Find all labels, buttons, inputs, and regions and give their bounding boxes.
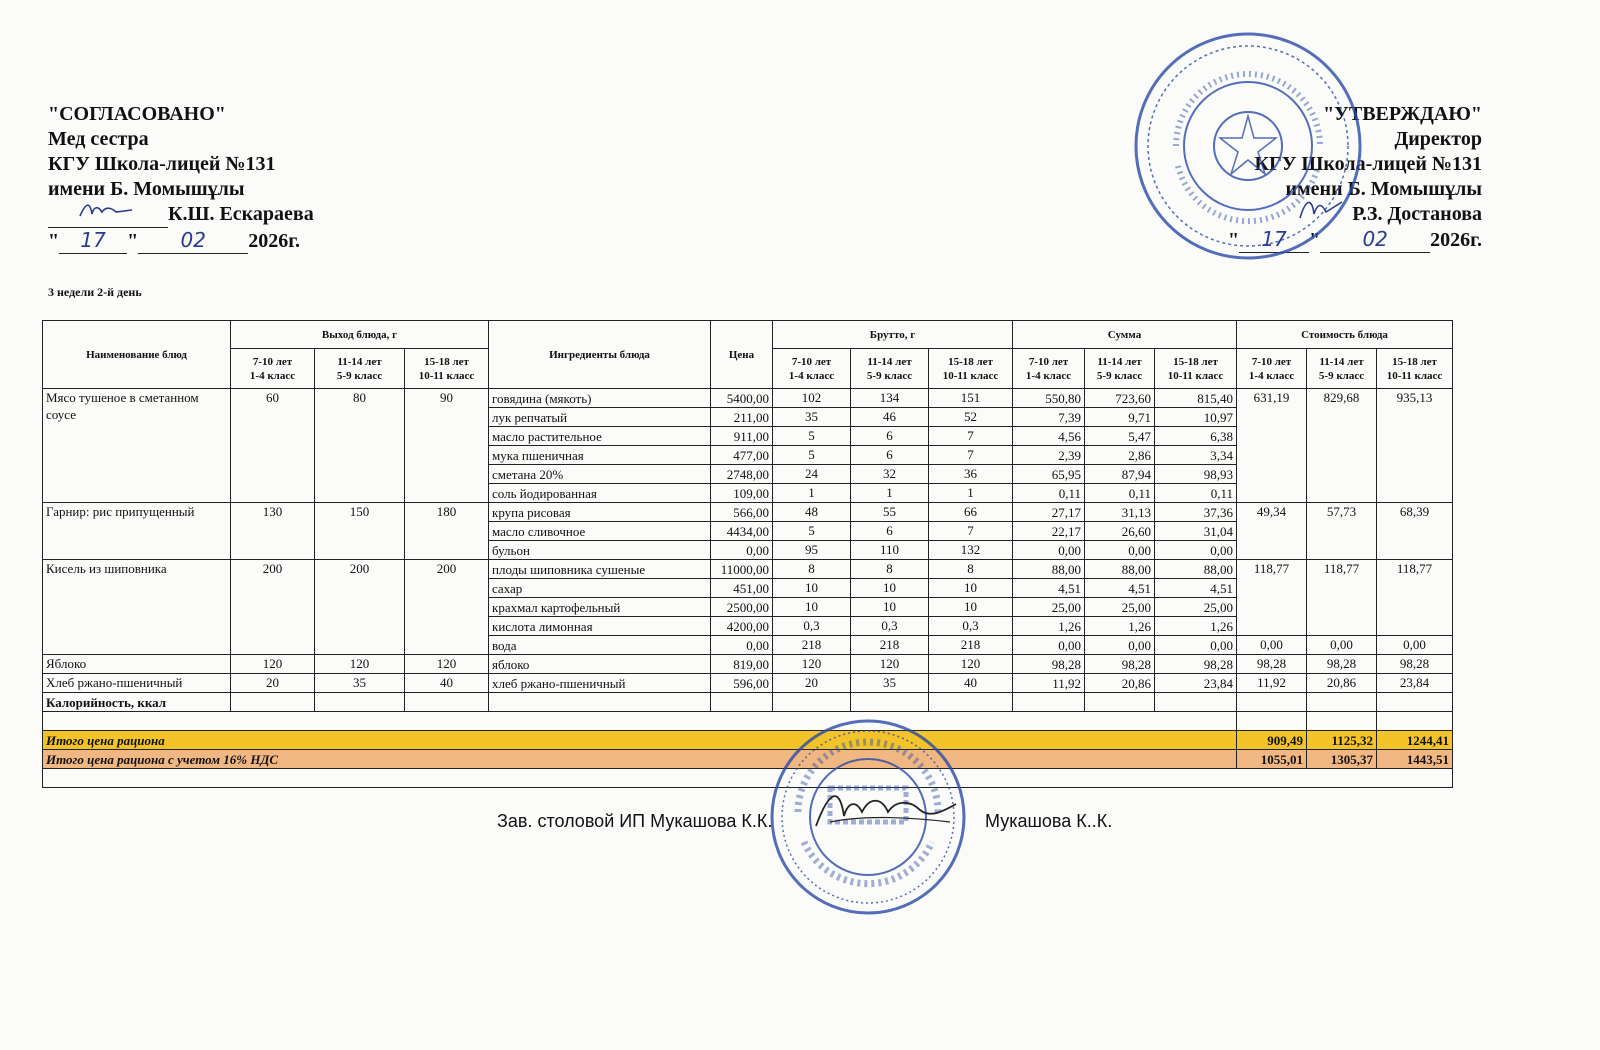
header-price: Цена	[711, 321, 773, 389]
header-output-age-2: 11-14 лет 5-9 класс	[315, 349, 405, 389]
header-output-age-1: 7-10 лет 1-4 класс	[231, 349, 315, 389]
header-brutto-age-2: 11-14 лет 5-9 класс	[851, 349, 929, 389]
ingredient-brutto: 5	[773, 522, 851, 541]
empty-cell	[489, 693, 711, 712]
ingredient-sum: 2,86	[1085, 446, 1155, 465]
ingredient-brutto: 36	[929, 465, 1013, 484]
approval-date: " 17 " 02 2026г.	[48, 228, 301, 252]
signer-line	[1228, 202, 1482, 227]
date-year: 2026г.	[248, 230, 301, 252]
ingredient-price: 911,00	[711, 427, 773, 446]
signer-line	[48, 202, 314, 228]
ingredient-price: 4200,00	[711, 617, 773, 636]
ingredient-brutto: 7	[929, 427, 1013, 446]
ingredient-sum: 31,13	[1085, 503, 1155, 522]
calorie-row	[43, 693, 1453, 712]
signer-name: К.Ш. Ескараева	[168, 203, 314, 225]
ingredient-sum: 4,51	[1085, 579, 1155, 598]
ingredient-name: бульон	[489, 541, 711, 560]
ingredient-sum: 0,11	[1013, 484, 1085, 503]
approval-date: " 17 " 02 2026г.	[1227, 227, 1482, 251]
total-vat-row	[43, 750, 1453, 769]
empty-cell	[929, 693, 1013, 712]
ingredient-sum: 88,00	[1085, 560, 1155, 579]
ingredient-sum: 26,60	[1085, 522, 1155, 541]
ingredient-sum: 4,51	[1155, 579, 1237, 598]
ingredient-price: 2748,00	[711, 465, 773, 484]
ingredient-sum: 2,39	[1013, 446, 1085, 465]
dish-output: 150	[315, 503, 405, 560]
date-month: 02	[1320, 227, 1430, 253]
menu-body	[43, 389, 1453, 788]
ingredient-brutto: 35	[851, 674, 929, 693]
ingredient-sum: 88,00	[1013, 560, 1085, 579]
dish-output: 180	[405, 503, 489, 560]
header-sum: Сумма	[1013, 321, 1237, 349]
table-row	[43, 674, 1453, 693]
header-sum-age-1: 7-10 лет 1-4 класс	[1013, 349, 1085, 389]
ingredient-name: сметана 20%	[489, 465, 711, 484]
header-brutto-age-1: 7-10 лет 1-4 класс	[773, 349, 851, 389]
ingredient-brutto: 1	[929, 484, 1013, 503]
dish-cost: 829,68	[1307, 389, 1377, 503]
header-output: Выход блюда, г	[231, 321, 489, 349]
dish-output: 80	[315, 389, 405, 503]
date-year: 2026г.	[1430, 229, 1482, 251]
ingredient-brutto: 5	[773, 446, 851, 465]
dish-cost: 68,39	[1377, 503, 1453, 560]
ingredient-sum: 0,00	[1155, 541, 1237, 560]
menu-table	[42, 320, 1453, 788]
header-brutto: Брутто, г	[773, 321, 1013, 349]
dish-cost: 631,19	[1237, 389, 1307, 503]
dish-name: Хлеб ржано-пшеничный	[43, 674, 231, 693]
ingredient-price: 819,00	[711, 655, 773, 674]
ingredient-sum: 22,17	[1013, 522, 1085, 541]
ingredient-brutto: 218	[851, 636, 929, 655]
empty-cell	[231, 693, 315, 712]
dish-cost: 935,13	[1377, 389, 1453, 503]
ingredient-price: 0,00	[711, 541, 773, 560]
ingredient-brutto: 134	[851, 389, 929, 408]
table-row	[43, 389, 1453, 408]
ingredient-sum: 723,60	[1085, 389, 1155, 408]
blank-row	[43, 769, 1453, 788]
header-ingredients: Ингредиенты блюда	[489, 321, 711, 389]
approver-role: Мед сестра	[48, 128, 149, 150]
date-day: 17	[1239, 227, 1309, 253]
total-value: 1443,51	[1377, 750, 1453, 769]
dish-output: 130	[231, 503, 315, 560]
ingredient-name: крахмал картофельный	[489, 598, 711, 617]
ingredient-sum: 5,47	[1085, 427, 1155, 446]
calorie-label: Калорийность, ккал	[43, 693, 231, 712]
ingredient-sum: 98,28	[1013, 655, 1085, 674]
ingredient-price: 5400,00	[711, 389, 773, 408]
table-row	[43, 655, 1453, 674]
approver-org-name: имени Б. Момышұлы	[48, 178, 245, 200]
ingredient-brutto: 120	[773, 655, 851, 674]
ingredient-name: плоды шиповника сушеные	[489, 560, 711, 579]
total-value: 1055,01	[1237, 750, 1307, 769]
handwritten-signature	[1296, 194, 1346, 224]
ingredient-sum: 10,97	[1155, 408, 1237, 427]
ingredient-sum: 0,00	[1013, 541, 1085, 560]
ingredient-brutto: 1	[773, 484, 851, 503]
ingredient-brutto: 35	[773, 408, 851, 427]
ingredient-price: 211,00	[711, 408, 773, 427]
ingredient-sum: 98,93	[1155, 465, 1237, 484]
ingredient-sum: 98,28	[1155, 655, 1237, 674]
ingredient-price: 0,00	[711, 636, 773, 655]
header-cost-age-1: 7-10 лет 1-4 класс	[1237, 349, 1307, 389]
ingredient-brutto: 95	[773, 541, 851, 560]
ingredient-brutto: 120	[851, 655, 929, 674]
empty-cell	[773, 693, 851, 712]
header-dish: Наименование блюд	[43, 321, 231, 389]
dish-cost: 98,28	[1237, 655, 1307, 674]
ingredient-brutto: 8	[773, 560, 851, 579]
ingredient-brutto: 7	[929, 522, 1013, 541]
ingredient-sum: 25,00	[1155, 598, 1237, 617]
ingredient-brutto: 52	[929, 408, 1013, 427]
ingredient-brutto: 10	[929, 579, 1013, 598]
ingredient-brutto: 55	[851, 503, 929, 522]
total-label: Итого цена рациона	[43, 731, 1237, 750]
ingredient-brutto: 8	[851, 560, 929, 579]
ingredient-price: 596,00	[711, 674, 773, 693]
dish-cost: 57,73	[1307, 503, 1377, 560]
ingredient-sum: 0,00	[1013, 636, 1085, 655]
dish-cost: 23,84	[1377, 674, 1453, 693]
header-cost-age-2: 11-14 лет 5-9 класс	[1307, 349, 1377, 389]
blank-row	[43, 712, 1453, 731]
ingredient-brutto: 40	[929, 674, 1013, 693]
ingredient-brutto: 5	[773, 427, 851, 446]
ingredient-price: 451,00	[711, 579, 773, 598]
dish-cost: 98,28	[1377, 655, 1453, 674]
empty-cell	[851, 693, 929, 712]
table-row	[43, 560, 1453, 579]
ingredient-brutto: 10	[773, 598, 851, 617]
ingredient-brutto: 8	[929, 560, 1013, 579]
total-row	[43, 731, 1453, 750]
ingredient-sum: 20,86	[1085, 674, 1155, 693]
ingredient-sum: 7,39	[1013, 408, 1085, 427]
ingredient-sum: 37,36	[1155, 503, 1237, 522]
ingredient-brutto: 20	[773, 674, 851, 693]
dish-cost: 118,77	[1237, 560, 1307, 636]
ingredient-brutto: 6	[851, 522, 929, 541]
approval-block-right	[1228, 102, 1482, 253]
dish-output: 90	[405, 389, 489, 503]
date-day: 17	[59, 228, 127, 254]
header-sum-age-2: 11-14 лет 5-9 класс	[1085, 349, 1155, 389]
ingredient-sum: 87,94	[1085, 465, 1155, 484]
approver-org-name: имени Б. Момышұлы	[1285, 178, 1482, 200]
ingredient-sum: 1,26	[1085, 617, 1155, 636]
ingredient-sum: 550,80	[1013, 389, 1085, 408]
ingredient-name: масло растительное	[489, 427, 711, 446]
approval-title: "СОГЛАСОВАНО"	[48, 103, 226, 125]
ingredient-brutto: 46	[851, 408, 929, 427]
ingredient-name: лук репчатый	[489, 408, 711, 427]
empty-cell	[405, 693, 489, 712]
empty-cell	[711, 693, 773, 712]
empty-cell	[1155, 693, 1237, 712]
ingredient-name: крупа рисовая	[489, 503, 711, 522]
ingredient-brutto: 66	[929, 503, 1013, 522]
dish-cost: 0,00	[1307, 636, 1377, 655]
ingredient-price: 11000,00	[711, 560, 773, 579]
empty-cell	[315, 693, 405, 712]
empty-cell	[1237, 712, 1307, 731]
ingredient-name: говядина (мякоть)	[489, 389, 711, 408]
empty-cell	[43, 769, 1453, 788]
date-month: 02	[138, 228, 248, 254]
empty-cell	[1013, 693, 1085, 712]
ingredient-brutto: 0,3	[773, 617, 851, 636]
header-cost-age-3: 15-18 лет 10-11 класс	[1377, 349, 1453, 389]
ingredient-brutto: 0,3	[929, 617, 1013, 636]
ingredient-sum: 65,95	[1013, 465, 1085, 484]
ingredient-brutto: 6	[851, 446, 929, 465]
ingredient-brutto: 10	[851, 598, 929, 617]
canteen-manager-label: Зав. столовой ИП Мукашова К.К.	[497, 811, 773, 831]
dish-cost: 0,00	[1377, 636, 1453, 655]
dish-name: Яблоко	[43, 655, 231, 674]
empty-cell	[1085, 693, 1155, 712]
dish-output: 200	[231, 560, 315, 655]
ingredient-brutto: 24	[773, 465, 851, 484]
header-brutto-age-3: 15-18 лет 10-11 класс	[929, 349, 1013, 389]
dish-output: 120	[315, 655, 405, 674]
ingredient-name: сахар	[489, 579, 711, 598]
dish-output: 200	[405, 560, 489, 655]
ingredient-sum: 4,51	[1013, 579, 1085, 598]
ingredient-price: 2500,00	[711, 598, 773, 617]
ingredient-brutto: 48	[773, 503, 851, 522]
dish-output: 35	[315, 674, 405, 693]
empty-cell	[43, 712, 1237, 731]
total-label: Итого цена рациона с учетом 16% НДС	[43, 750, 1237, 769]
dish-output: 40	[405, 674, 489, 693]
total-value: 909,49	[1237, 731, 1307, 750]
ingredient-brutto: 110	[851, 541, 929, 560]
ingredient-brutto: 151	[929, 389, 1013, 408]
ingredient-brutto: 218	[929, 636, 1013, 655]
ingredient-brutto: 6	[851, 427, 929, 446]
ingredient-name: мука пшеничная	[489, 446, 711, 465]
empty-cell	[1237, 693, 1307, 712]
handwritten-signature	[76, 200, 136, 222]
dish-output: 200	[315, 560, 405, 655]
header-sum-age-3: 15-18 лет 10-11 класс	[1155, 349, 1237, 389]
ingredient-name: яблоко	[489, 655, 711, 674]
dish-name: Мясо тушеное в сметанном соусе	[43, 389, 231, 503]
approval-block-left	[48, 102, 314, 254]
ingredient-sum: 27,17	[1013, 503, 1085, 522]
dish-cost: 98,28	[1307, 655, 1377, 674]
ingredient-brutto: 7	[929, 446, 1013, 465]
ingredient-brutto: 218	[773, 636, 851, 655]
header-output-age-3: 15-18 лет 10-11 класс	[405, 349, 489, 389]
dish-name: Гарнир: рис припущенный	[43, 503, 231, 560]
ingredient-brutto: 10	[773, 579, 851, 598]
ingredient-sum: 23,84	[1155, 674, 1237, 693]
empty-cell	[1307, 712, 1377, 731]
dish-output: 20	[231, 674, 315, 693]
ingredient-brutto: 0,3	[851, 617, 929, 636]
dish-output: 120	[231, 655, 315, 674]
dish-cost: 0,00	[1237, 636, 1307, 655]
ingredient-sum: 4,56	[1013, 427, 1085, 446]
total-value: 1125,32	[1307, 731, 1377, 750]
ingredient-brutto: 10	[851, 579, 929, 598]
ingredient-name: хлеб ржано-пшеничный	[489, 674, 711, 693]
ingredient-name: масло сливочное	[489, 522, 711, 541]
approver-role: Директор	[1394, 128, 1482, 150]
ingredient-price: 566,00	[711, 503, 773, 522]
ingredient-sum: 1,26	[1013, 617, 1085, 636]
ingredient-sum: 3,34	[1155, 446, 1237, 465]
ingredient-sum: 25,00	[1013, 598, 1085, 617]
ingredient-name: вода	[489, 636, 711, 655]
ingredient-price: 109,00	[711, 484, 773, 503]
ingredient-brutto: 10	[929, 598, 1013, 617]
ingredient-price: 477,00	[711, 446, 773, 465]
ingredient-sum: 11,92	[1013, 674, 1085, 693]
ingredient-name: соль йодированная	[489, 484, 711, 503]
header-cost: Стоимость блюда	[1237, 321, 1453, 349]
dish-output: 60	[231, 389, 315, 503]
dish-cost: 49,34	[1237, 503, 1307, 560]
signature-line	[48, 202, 168, 228]
ingredient-price: 4434,00	[711, 522, 773, 541]
ingredient-sum: 31,04	[1155, 522, 1237, 541]
ingredient-sum: 1,26	[1155, 617, 1237, 636]
ingredient-sum: 88,00	[1155, 560, 1237, 579]
signer-name: Р.З. Достанова	[1352, 203, 1482, 225]
ingredient-sum: 6,38	[1155, 427, 1237, 446]
empty-cell	[1377, 712, 1453, 731]
empty-cell	[1377, 693, 1453, 712]
dish-cost: 118,77	[1377, 560, 1453, 636]
ingredient-sum: 0,00	[1085, 541, 1155, 560]
canteen-manager-name: Мукашова К..К.	[985, 811, 1113, 831]
dish-cost: 118,77	[1307, 560, 1377, 636]
approval-title: "УТВЕРЖДАЮ"	[1323, 103, 1482, 125]
ingredient-sum: 25,00	[1085, 598, 1155, 617]
week-label: 3 недели 2-й день	[48, 285, 142, 299]
total-value: 1244,41	[1377, 731, 1453, 750]
dish-cost: 11,92	[1237, 674, 1307, 693]
ingredient-name: кислота лимонная	[489, 617, 711, 636]
table-row	[43, 503, 1453, 522]
total-value: 1305,37	[1307, 750, 1377, 769]
ingredient-sum: 0,00	[1085, 636, 1155, 655]
approver-org: КГУ Школа-лицей №131	[1254, 153, 1482, 175]
dish-name: Кисель из шиповника	[43, 560, 231, 655]
ingredient-brutto: 32	[851, 465, 929, 484]
empty-cell	[1307, 693, 1377, 712]
ingredient-sum: 9,71	[1085, 408, 1155, 427]
ingredient-sum: 0,00	[1155, 636, 1237, 655]
ingredient-sum: 815,40	[1155, 389, 1237, 408]
dish-cost: 20,86	[1307, 674, 1377, 693]
approver-org: КГУ Школа-лицей №131	[48, 153, 276, 175]
ingredient-brutto: 132	[929, 541, 1013, 560]
ingredient-sum: 0,11	[1085, 484, 1155, 503]
ingredient-brutto: 102	[773, 389, 851, 408]
dish-output: 120	[405, 655, 489, 674]
ingredient-sum: 0,11	[1155, 484, 1237, 503]
ingredient-brutto: 1	[851, 484, 929, 503]
ingredient-sum: 98,28	[1085, 655, 1155, 674]
ingredient-brutto: 120	[929, 655, 1013, 674]
handwritten-signature	[810, 782, 960, 842]
